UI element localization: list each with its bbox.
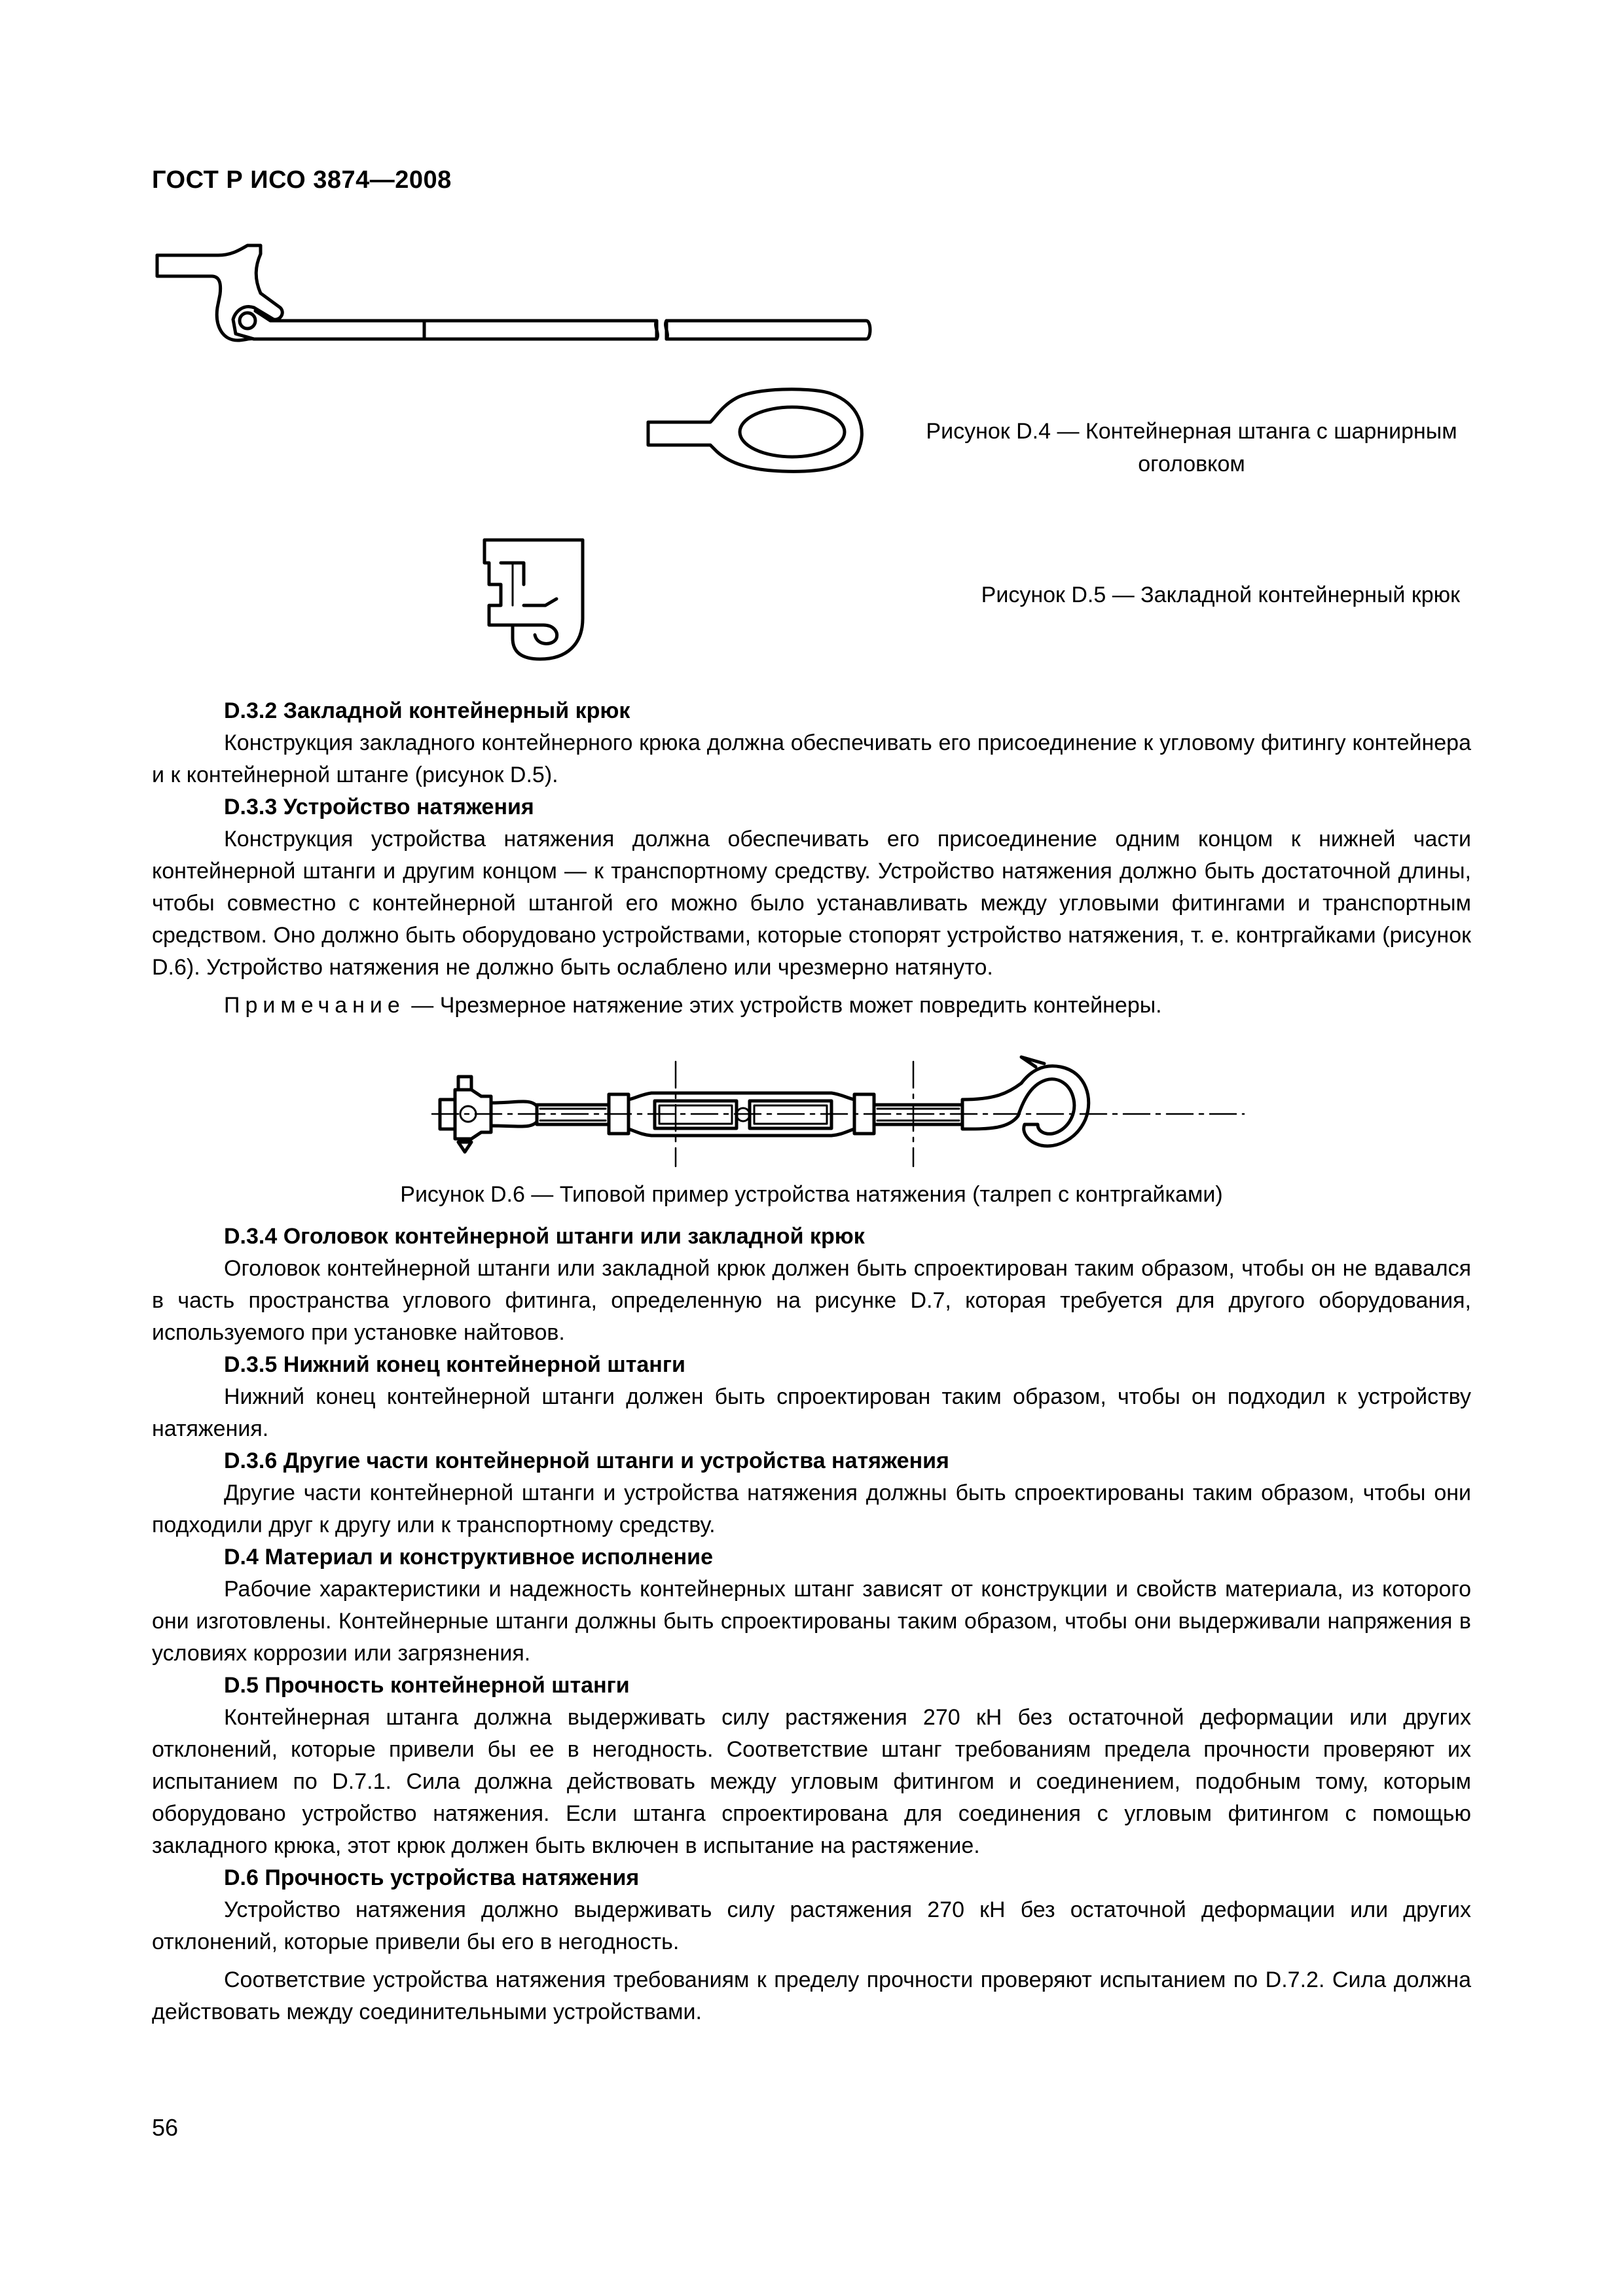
paragraph-d3-6: Другие части контейнерной штанги и устройства натяжения должны быть спроектированы таким образом, чтобы они подходили друг к другу или к транспортному средству. <box>152 1480 1471 1537</box>
paragraph-d6-continued: Соответствие устройства натяжения требованиям к пределу прочности проверяют испытанием по D.7.2. Сила должна действовать между соединительными устройствами. <box>152 1967 1471 2024</box>
section-heading-d3-2: D.3.2 Закладной контейнерный крюк <box>224 698 630 723</box>
figure-d6-caption: Рисунок D.6 — Типовой пример устройства натяжения (талреп с контргайками) <box>400 1182 1223 1207</box>
note-paragraph <box>152 990 1471 1022</box>
section-heading-d3-5: D.3.5 Нижний конец контейнерной штанги <box>224 1352 685 1377</box>
figure-d5-hook-drawing <box>475 533 606 671</box>
figure-d4-bar-drawing <box>149 242 883 380</box>
figure-d4-eye-end-drawing <box>645 386 887 478</box>
paragraph-d3-5: Нижний конец контейнерной штанги должен быть спроектирован таким образом, чтобы он подходил к устройству натяжения. <box>152 1384 1471 1441</box>
section-heading-d3-3: D.3.3 Устройство натяжения <box>224 795 534 819</box>
paragraph-d3-4: Оголовок контейнерной штанги или закладной крюк должен быть спроектирован таким образом, чтобы он не вдавался в часть пространства углового фитинга, определенную на рисунке D.7, которая требуется для другого оборудования, используемого при установке найтовов. <box>152 1256 1471 1345</box>
section-heading-d3-4: D.3.4 Оголовок контейнерной штанги или закладной крюк <box>224 1224 865 1249</box>
paragraph-d4: Рабочие характеристики и надежность контейнерных штанг зависят от конструкции и свойств материала, из которого они изготовлены. Контейнерные штанги должны быть спроектированы таким образом, чтобы они выдерживали напряжения в условиях коррозии или загрязнения. <box>152 1577 1471 1666</box>
section-heading-d6: D.6 Прочность устройства натяжения <box>224 1865 640 1890</box>
paragraph-d3-3: Конструкция устройства натяжения должна обеспечивать его присоединение одним концом к нижней части контейнерной штанги и другим концом — к транспортному средству. Устройство натяжения должно быть достаточной длины, чтобы совместно с контейнерной штангой его можно было устанавливать между угловыми фитингами и транспортным средством. Оно должно быть оборудовано устройствами, которые стопорят устройство натяжения, т. е. контргайками (рисунок D.6). Устройство натяжения не должно быть ослаблено или чрезмерно натянуто. <box>152 827 1471 980</box>
paragraph-d5: Контейнерная штанга должна выдерживать силу растяжения 270 кН без остаточной деформации или других отклонений, которые привели бы ее в негодность. Соответствие штанг требованиям предела прочности проверяют их испытанием по D.7.1. Сила должна действовать между угловым фитингом и соединением, подобным тому, которым оборудовано устройство натяжения. Если штанга спроектирована для соединения с угловым фитингом с помощью закладного крюка, этот крюк должен быть включен в испытание на растяжение. <box>152 1705 1471 1858</box>
document-header: ГОСТ Р ИСО 3874—2008 <box>152 166 452 194</box>
figure-d6-space <box>152 1022 1471 1171</box>
section-heading-d4: D.4 Материал и конструктивное исполнение <box>224 1545 713 1570</box>
figure-d6-caption-space <box>152 1171 1471 1221</box>
paragraph-d3-2: Конструкция закладного контейнерного крюка должна обеспечивать его присоединение к угловому фитингу контейнера и к контейнерной штанге (рисунок D.5). <box>152 730 1471 787</box>
page-number: 56 <box>152 2114 179 2141</box>
note-text: — Чрезмерное натяжение этих устройств может повредить контейнеры. <box>405 993 1162 1018</box>
paragraph-d6: Устройство натяжения должно выдерживать силу растяжения 270 кН без остаточной деформации или других отклонений, которые привели бы его в негодность. <box>152 1897 1471 1954</box>
figure-d5-caption: Рисунок D.5 — Закладной контейнерный крюк <box>981 583 1460 607</box>
figure-d4-caption: Рисунок D.4 — Контейнерная штанга с шарнирным оголовком <box>926 419 1457 476</box>
document-body <box>152 695 1471 2028</box>
note-label: Примечание <box>224 993 405 1018</box>
section-heading-d3-6: D.3.6 Другие части контейнерной штанги и устройства натяжения <box>224 1448 949 1473</box>
section-heading-d5: D.5 Прочность контейнерной штанги <box>224 1673 630 1698</box>
